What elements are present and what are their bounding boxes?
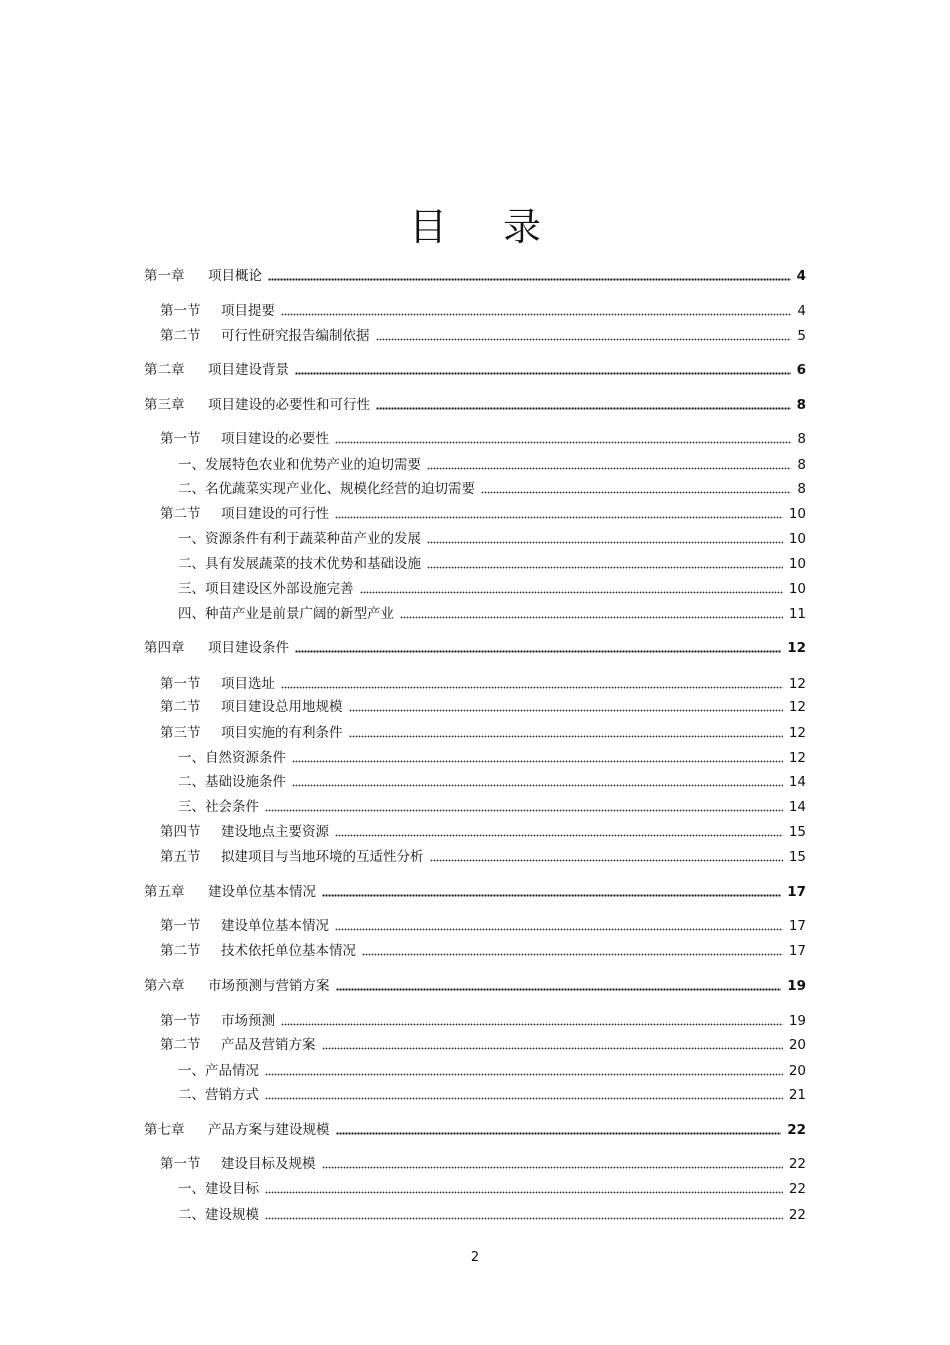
toc-entry-title: 项目建设背景	[208, 362, 289, 378]
page-number: 2	[470, 1250, 480, 1265]
dot-leader	[335, 916, 783, 936]
toc-entry-title: 二、名优蔬菜实现产业化、规模化经营的迫切需要	[178, 481, 475, 497]
toc-entry-title: 项目建设条件	[208, 640, 289, 656]
toc-item-row[interactable]	[178, 1179, 806, 1199]
dot-leader	[336, 1120, 782, 1140]
toc-section-row[interactable]	[160, 1154, 806, 1174]
toc-entry-title: 二、建设规模	[178, 1207, 259, 1223]
dot-leader	[349, 697, 783, 717]
toc-section-row[interactable]	[160, 301, 806, 321]
toc-entry-number: 第二节	[160, 506, 201, 522]
toc-page-number: 12	[788, 725, 806, 741]
toc-entry-title: 建设单位基本情况	[208, 884, 316, 900]
toc-item-row[interactable]	[178, 748, 806, 768]
toc-page-number: 22	[787, 1122, 806, 1138]
toc-page-number: 19	[788, 1013, 806, 1029]
dot-leader	[292, 772, 783, 792]
toc-entry-title: 项目提要	[221, 303, 275, 319]
dot-leader	[335, 822, 783, 842]
toc-chapter-row[interactable]	[144, 266, 806, 286]
toc-section-row[interactable]	[160, 504, 806, 524]
toc-page-number: 17	[787, 884, 806, 900]
toc-entry-title: 一、发展特色农业和优势产业的迫切需要	[178, 457, 421, 473]
toc-page-number: 10	[788, 581, 806, 597]
dot-leader	[265, 1061, 783, 1081]
dot-leader	[322, 882, 781, 902]
toc-entry-title: 建设单位基本情况	[221, 918, 329, 934]
toc-page-number: 10	[788, 506, 806, 522]
toc-item-row[interactable]	[178, 1085, 806, 1105]
toc-entry-title: 二、基础设施条件	[178, 774, 286, 790]
toc-entry-number: 第六章	[144, 978, 185, 994]
dot-leader	[376, 395, 791, 415]
toc-item-row[interactable]	[178, 554, 806, 574]
dot-leader	[400, 604, 783, 624]
toc-item-row[interactable]	[178, 529, 806, 549]
toc-chapter-row[interactable]	[144, 1120, 806, 1140]
toc-section-row[interactable]	[160, 847, 806, 867]
toc-entry-number: 第一节	[160, 1156, 201, 1172]
dot-leader	[281, 301, 791, 321]
toc-chapter-row[interactable]	[144, 976, 806, 996]
toc-title: 目 录	[408, 205, 564, 249]
toc-entry-title: 建设目标及规模	[221, 1156, 316, 1172]
toc-page-number: 4	[797, 303, 806, 319]
toc-entry-number: 第一节	[160, 918, 201, 934]
toc-page-number: 20	[788, 1063, 806, 1079]
toc-item-row[interactable]	[178, 1061, 806, 1081]
toc-page-number: 6	[796, 362, 806, 378]
toc-section-row[interactable]	[160, 723, 806, 743]
toc-entry-title: 市场预测与营销方案	[208, 978, 330, 994]
dot-leader	[292, 748, 783, 768]
dot-leader	[295, 360, 791, 380]
toc-entry-title: 二、具有发展蔬菜的技术优势和基础设施	[178, 556, 421, 572]
toc-page-number: 15	[788, 824, 806, 840]
toc-item-row[interactable]	[178, 479, 806, 499]
toc-page-number: 14	[788, 799, 806, 815]
toc-chapter-row[interactable]	[144, 638, 806, 658]
toc-item-row[interactable]	[178, 579, 806, 599]
dot-leader	[268, 266, 791, 286]
dot-leader	[265, 1085, 783, 1105]
dot-leader	[349, 723, 783, 743]
toc-page-number: 22	[788, 1207, 806, 1223]
toc-chapter-row[interactable]	[144, 395, 806, 415]
toc-page-number: 4	[796, 268, 806, 284]
toc-entry-title: 一、自然资源条件	[178, 750, 286, 766]
toc-entry-title: 一、资源条件有利于蔬菜种苗产业的发展	[178, 531, 421, 547]
toc-item-row[interactable]	[178, 772, 806, 792]
toc-entry-title: 三、社会条件	[178, 799, 259, 815]
toc-section-row[interactable]	[160, 429, 806, 449]
toc-entry-number: 第二节	[160, 1037, 201, 1053]
toc-section-row[interactable]	[160, 822, 806, 842]
toc-page-number: 22	[788, 1156, 806, 1172]
dot-leader	[336, 976, 782, 996]
toc-entry-number: 第三节	[160, 725, 201, 741]
toc-page-number: 8	[797, 481, 806, 497]
toc-entry-title: 一、产品情况	[178, 1063, 259, 1079]
dot-leader	[362, 941, 783, 961]
toc-entry-title: 一、建设目标	[178, 1181, 259, 1197]
toc-entry-title: 市场预测	[221, 1013, 275, 1029]
toc-entry-number: 第四章	[144, 640, 185, 656]
dot-leader	[265, 1179, 783, 1199]
toc-entry-title: 项目建设的必要性	[221, 431, 329, 447]
toc-entry-title: 建设地点主要资源	[221, 824, 329, 840]
toc-section-row[interactable]	[160, 941, 806, 961]
toc-item-row[interactable]	[178, 604, 806, 624]
dot-leader	[281, 1011, 783, 1031]
dot-leader	[427, 455, 791, 475]
toc-page-number: 19	[787, 978, 806, 994]
toc-entry-number: 第五节	[160, 849, 201, 865]
dot-leader	[335, 429, 791, 449]
toc-entry-number: 第二节	[160, 699, 201, 715]
toc-page-number: 17	[788, 918, 806, 934]
toc-page-number: 12	[788, 750, 806, 766]
toc-entry-number: 第五章	[144, 884, 185, 900]
toc-entry-number: 第二节	[160, 943, 201, 959]
toc-page-number: 14	[788, 774, 806, 790]
toc-entry-number: 第二章	[144, 362, 185, 378]
toc-section-row[interactable]	[160, 326, 806, 346]
dot-leader	[481, 479, 791, 499]
toc-entry-number: 第四节	[160, 824, 201, 840]
toc-section-row[interactable]	[160, 697, 806, 717]
toc-entry-number: 第一节	[160, 431, 201, 447]
toc-item-row[interactable]	[178, 797, 806, 817]
toc-entry-title: 项目概论	[208, 268, 262, 284]
dot-leader	[281, 674, 783, 694]
toc-entry-title: 拟建项目与当地环境的互适性分析	[221, 849, 424, 865]
dot-leader	[376, 326, 792, 346]
toc-item-row[interactable]	[178, 455, 806, 475]
toc-item-row[interactable]	[178, 1205, 806, 1225]
toc-entry-title: 项目建设的可行性	[221, 506, 329, 522]
dot-leader	[265, 1205, 783, 1225]
toc-entry-number: 第一节	[160, 303, 201, 319]
toc-chapter-row[interactable]	[144, 882, 806, 902]
toc-page-number: 12	[788, 676, 806, 692]
toc-page-number: 10	[788, 556, 806, 572]
dot-leader	[265, 797, 783, 817]
toc-entry-title: 项目建设总用地规模	[221, 699, 343, 715]
toc-entry-title: 可行性研究报告编制依据	[221, 328, 370, 344]
toc-section-row[interactable]	[160, 1011, 806, 1031]
toc-entry-title: 项目选址	[221, 676, 275, 692]
toc-entry-number: 第一节	[160, 1013, 201, 1029]
toc-page-number: 8	[797, 431, 806, 447]
toc-entry-title: 产品及营销方案	[221, 1037, 316, 1053]
toc-entry-title: 四、种苗产业是前景广阔的新型产业	[178, 606, 394, 622]
dot-leader	[335, 504, 783, 524]
toc-entry-number: 第一章	[144, 268, 185, 284]
toc-page-number: 20	[788, 1037, 806, 1053]
dot-leader	[427, 554, 783, 574]
toc-entry-number: 第三章	[144, 397, 185, 413]
toc-page-number: 21	[788, 1087, 806, 1103]
dot-leader	[360, 579, 783, 599]
toc-entry-title: 项目实施的有利条件	[221, 725, 343, 741]
toc-page-number: 8	[797, 457, 806, 473]
toc-entry-title: 产品方案与建设规模	[208, 1122, 330, 1138]
toc-page-number: 15	[788, 849, 806, 865]
toc-chapter-row[interactable]	[144, 360, 806, 380]
toc-page-number: 10	[788, 531, 806, 547]
toc-entry-number: 第二节	[160, 328, 201, 344]
toc-page-number: 11	[788, 606, 806, 622]
dot-leader	[430, 847, 783, 867]
toc-section-row[interactable]	[160, 916, 806, 936]
toc-entry-title: 技术依托单位基本情况	[221, 943, 356, 959]
toc-page-number: 17	[788, 943, 806, 959]
toc-entry-number: 第七章	[144, 1122, 185, 1138]
toc-section-row[interactable]	[160, 1035, 806, 1055]
toc-entry-title: 三、项目建设区外部设施完善	[178, 581, 354, 597]
toc-entry-number: 第一节	[160, 676, 201, 692]
toc-page-number: 12	[788, 699, 806, 715]
toc-entry-title: 项目建设的必要性和可行性	[208, 397, 370, 413]
toc-page-number: 12	[787, 640, 806, 656]
toc-page-number: 22	[788, 1181, 806, 1197]
dot-leader	[427, 529, 783, 549]
toc-entry-title: 二、营销方式	[178, 1087, 259, 1103]
dot-leader	[322, 1154, 783, 1174]
dot-leader	[295, 638, 781, 658]
toc-page-number: 5	[797, 328, 806, 344]
toc-section-row[interactable]	[160, 674, 806, 694]
dot-leader	[322, 1035, 783, 1055]
toc-page-number: 8	[796, 397, 806, 413]
